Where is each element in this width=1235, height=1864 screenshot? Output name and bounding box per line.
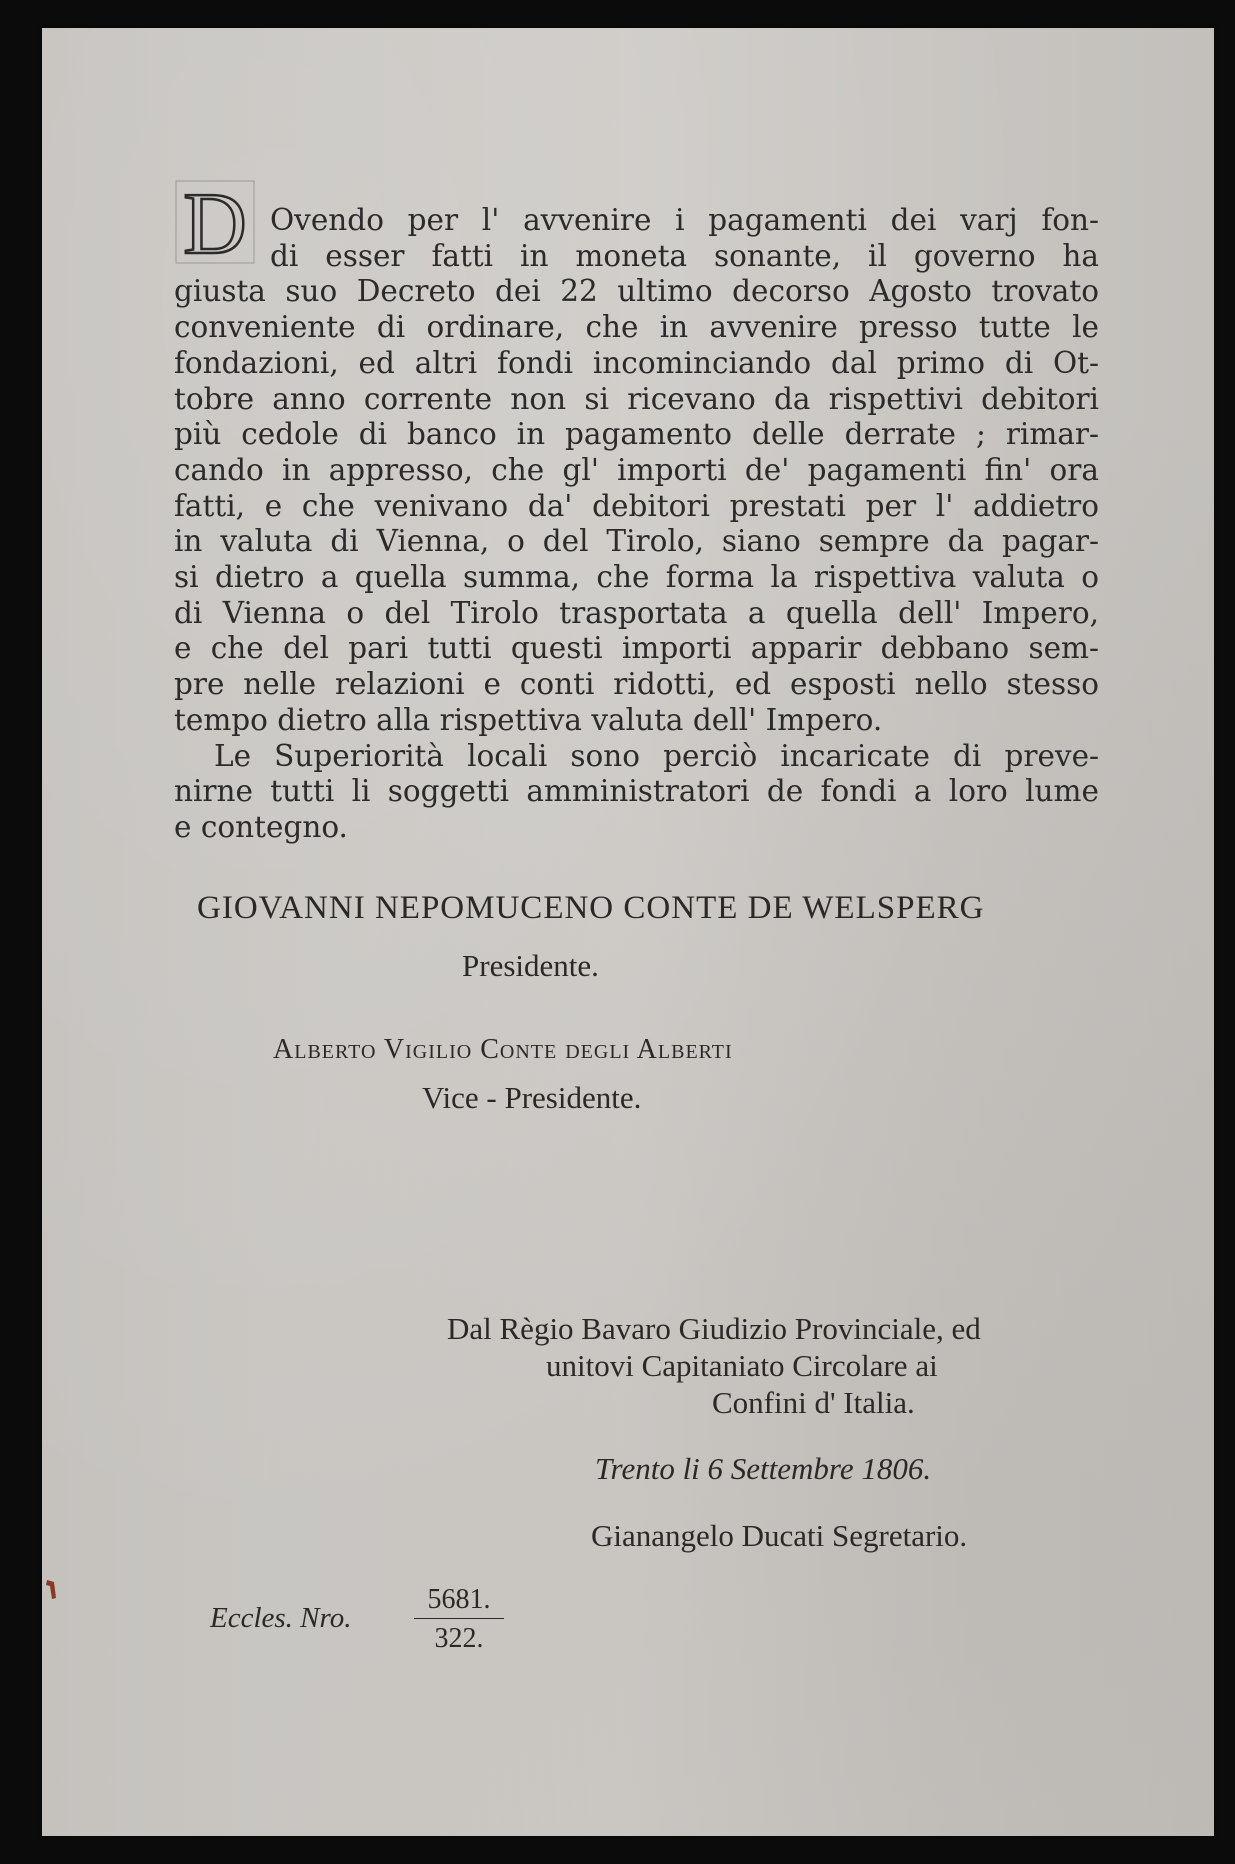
secretary-signature: Gianangelo Ducati Segretario. — [591, 1518, 968, 1553]
text-line: nirne tutti li soggetti amministratori de fondi a loro lume — [174, 774, 1099, 809]
text-line: cando in appresso, che gl' importi de' pagamenti fin' ora — [174, 452, 1099, 487]
text-line: tobre anno corrente non si ricevano da rispettivi debitori — [174, 381, 1099, 416]
vice-president-title: Vice - Presidente. — [422, 1080, 642, 1115]
text-line: si dietro a quella summa, che forma la rispettiva valuta o — [174, 560, 1099, 595]
text-line: in valuta di Vienna, o del Tirolo, siano sempre da pagar- — [174, 524, 1099, 559]
text-line: e che del pari tutti questi importi apparir debbano sem- — [174, 631, 1099, 666]
text-line: giusta suo Decreto dei 22 ultimo decorso Agosto trovato — [174, 274, 1099, 309]
text-line: più cedole di banco in pagamento delle derrate ; rimar- — [174, 417, 1099, 452]
paragraph-2 — [174, 739, 1099, 846]
text-line: conveniente di ordinare, che in avvenire presso tutte le — [174, 310, 1099, 345]
text-line: tempo dietro alla rispettiva valuta dell' Impero. — [174, 702, 883, 737]
issuer-line: unitovi Capitaniato Circolare ai — [546, 1348, 938, 1383]
ornamental-dropcap — [174, 179, 256, 265]
issuer-line: Confini d' Italia. — [712, 1385, 915, 1420]
issuer-line: Dal Règio Bavaro Giudizio Provinciale, ed — [447, 1311, 981, 1346]
text-line: di Vienna o del Tirolo trasportata a quella dell' Impero, — [174, 595, 1099, 630]
text-line: Le Superiorità locali sono perciò incaricate di preve- — [214, 738, 1099, 773]
issuing-authority — [447, 1310, 981, 1421]
vice-president-name: Alberto Vigilio Conte degli Alberti — [273, 1034, 733, 1065]
reference-denominator: 322. — [434, 1623, 484, 1654]
text-line: Ovendo per l' avvenire i pagamenti dei varj fon- — [270, 203, 1099, 237]
text-line: fatti, e che venivano da' debitori prestati per l' addietro — [174, 488, 1099, 523]
svg-text:D: D — [183, 179, 247, 265]
text-line: e contegno. — [174, 809, 348, 844]
reference-numerator: 5681. — [414, 1584, 504, 1619]
reference-label: Eccles. Nro. — [210, 1602, 352, 1634]
paragraph-1 — [174, 203, 1099, 739]
president-name: GIOVANNI NEPOMUCENO CONTE DE WELSPERG — [197, 890, 985, 926]
text-line: fondazioni, ed altri fondi incominciando dal primo di Ot- — [174, 345, 1099, 380]
reference-number — [414, 1584, 504, 1655]
document-sheet — [42, 28, 1214, 1836]
date-line: Trento li 6 Settembre 1806. — [595, 1451, 932, 1486]
president-title: Presidente. — [462, 948, 599, 983]
red-ink-mark — [44, 1578, 58, 1600]
text-line: pre nelle relazioni e conti ridotti, ed esposti nello stesso — [174, 667, 1099, 702]
decree-body — [174, 179, 1099, 846]
text-line: di esser fatti in moneta sonante, il governo ha — [270, 238, 1099, 273]
